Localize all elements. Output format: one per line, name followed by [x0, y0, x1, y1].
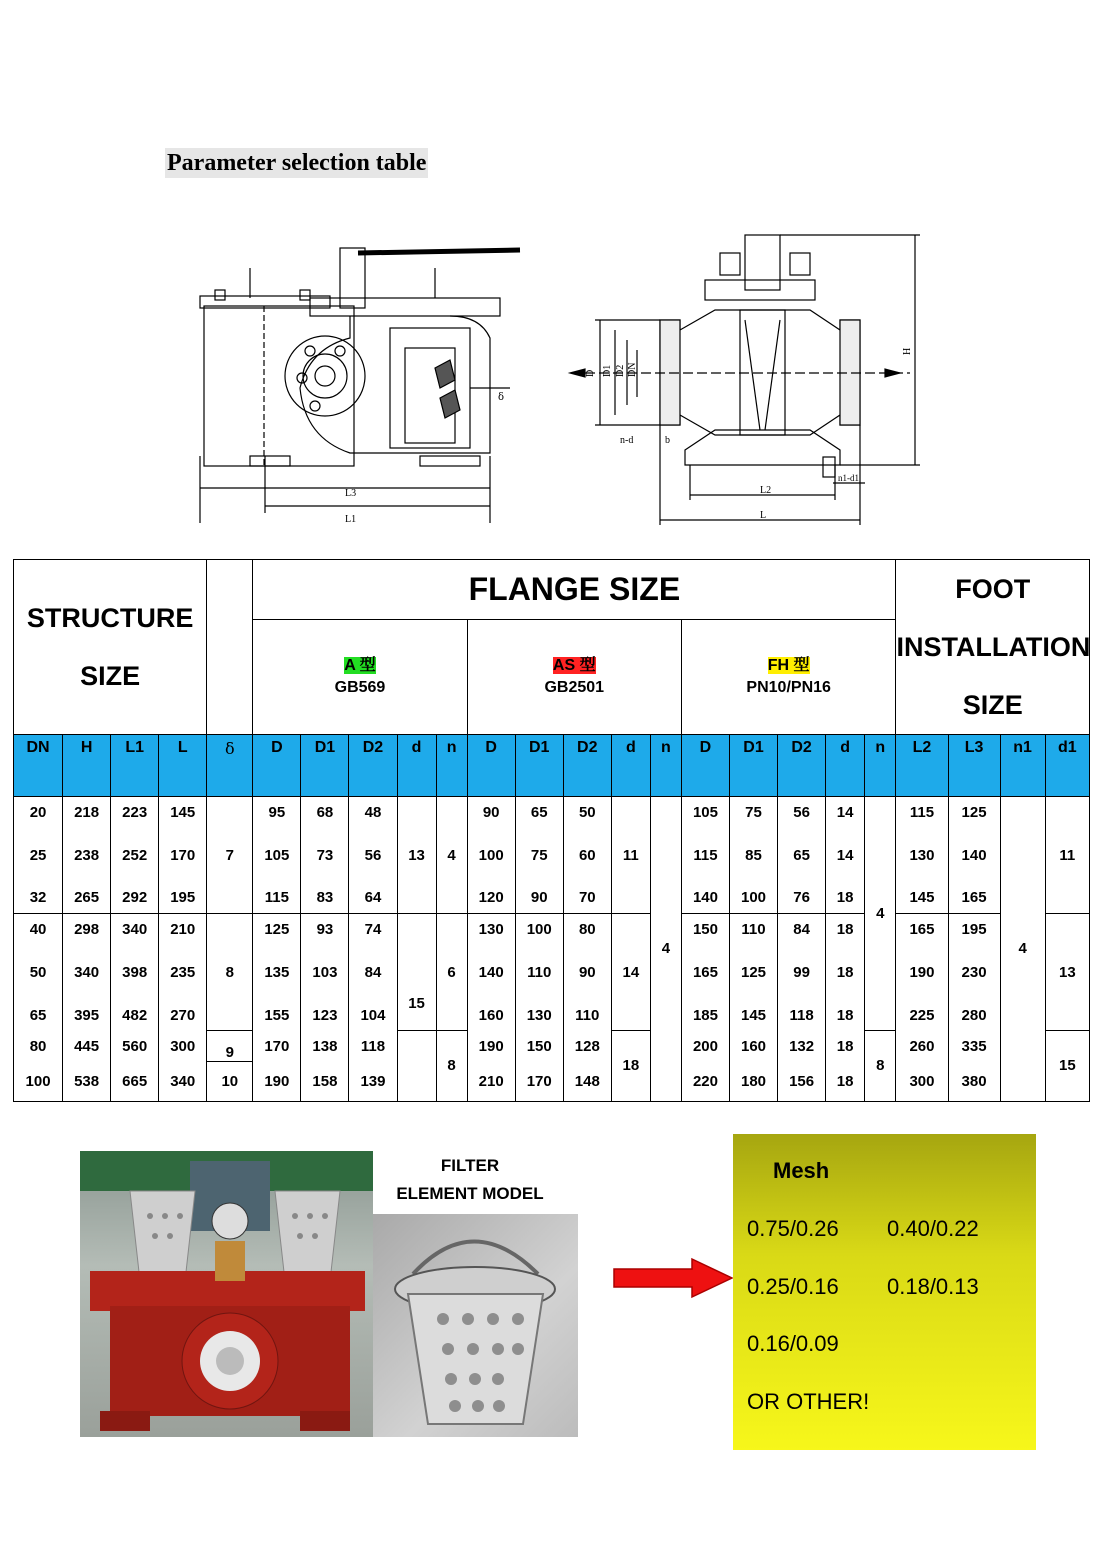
table-row: [14, 1062, 1090, 1102]
table-cell: 18: [826, 1031, 865, 1062]
table-cell: 230: [948, 945, 1000, 1000]
table-cell: 60: [563, 828, 611, 883]
col-header: n: [865, 735, 896, 797]
mesh-value: 0.25/0.16: [747, 1274, 839, 1299]
delta-cell: 9: [207, 1031, 253, 1062]
table-cell: 298: [63, 914, 111, 945]
table-cell: 50: [563, 797, 611, 828]
a-d-cell: 13: [397, 797, 436, 914]
table-row: [14, 1000, 1090, 1031]
table-cell: 75: [515, 828, 563, 883]
col-header: n: [650, 735, 681, 797]
left-section-drawing: [190, 238, 530, 528]
col-header: H: [63, 735, 111, 797]
type-a-header: A 型 GB569: [253, 620, 467, 735]
table-cell: 74: [349, 914, 397, 945]
dn-label: DN: [627, 362, 638, 377]
d1-cell: 11: [1045, 797, 1089, 914]
mesh-value: 0.16/0.09: [747, 1331, 839, 1356]
table-cell: 300: [896, 1062, 948, 1102]
table-cell: 156: [778, 1062, 826, 1102]
b-label: b: [665, 435, 670, 446]
table-cell: 118: [778, 1000, 826, 1031]
table-cell: 90: [515, 883, 563, 914]
table-cell: 160: [467, 1000, 515, 1031]
col-header: D: [467, 735, 515, 797]
table-cell: 70: [563, 883, 611, 914]
table-cell: 18: [826, 914, 865, 945]
as-d-cell: 14: [611, 914, 650, 1031]
table-cell: 115: [896, 797, 948, 828]
col-header: L1: [111, 735, 159, 797]
table-row: [14, 828, 1090, 883]
table-cell: 238: [63, 828, 111, 883]
table-cell: 95: [253, 797, 301, 828]
table-row: [14, 883, 1090, 914]
table-cell: 195: [948, 914, 1000, 945]
table-cell: 75: [729, 797, 777, 828]
table-cell: 139: [349, 1062, 397, 1102]
table-cell: 138: [301, 1031, 349, 1062]
table-cell: 200: [681, 1031, 729, 1062]
table-cell: 340: [63, 945, 111, 1000]
table-cell: 145: [159, 797, 207, 828]
delta-label: δ: [498, 392, 505, 403]
col-header: D2: [778, 735, 826, 797]
table-cell: 170: [159, 828, 207, 883]
table-cell: 56: [349, 828, 397, 883]
table-cell: 68: [301, 797, 349, 828]
table-cell: 105: [253, 828, 301, 883]
table-cell: 118: [349, 1031, 397, 1062]
table-cell: 190: [253, 1062, 301, 1102]
arrow-icon: [612, 1257, 734, 1299]
col-header: n1: [1000, 735, 1045, 797]
table-cell: 90: [467, 797, 515, 828]
table-row: [14, 945, 1090, 1000]
table-cell: 18: [826, 1000, 865, 1031]
table-cell: 99: [778, 945, 826, 1000]
table-cell: 140: [467, 945, 515, 1000]
delta-cell: 10: [207, 1062, 253, 1102]
type-fh-header: FH 型 PN10/PN16: [681, 620, 896, 735]
col-header: δ: [207, 735, 253, 797]
col-header: d: [397, 735, 436, 797]
table-cell: 18: [826, 945, 865, 1000]
table-cell: 100: [467, 828, 515, 883]
table-cell: 190: [896, 945, 948, 1000]
table-cell: 125: [948, 797, 1000, 828]
l3-label: L3: [345, 488, 357, 499]
table-cell: 340: [159, 1062, 207, 1102]
table-cell: 18: [826, 1062, 865, 1102]
table-cell: 165: [681, 945, 729, 1000]
table-cell: 18: [826, 883, 865, 914]
a-n-cell: 4: [436, 797, 467, 914]
table-cell: 100: [729, 883, 777, 914]
d-label: D: [585, 369, 596, 377]
table-cell: 210: [159, 914, 207, 945]
table-cell: 148: [563, 1062, 611, 1102]
col-header: d1: [1045, 735, 1089, 797]
a-d-blank: [397, 1031, 436, 1102]
n1d1-label: n1-d1: [838, 473, 859, 483]
table-cell: 125: [729, 945, 777, 1000]
table-cell: 190: [467, 1031, 515, 1062]
delta-cell: 8: [207, 914, 253, 1031]
table-cell: 83: [301, 883, 349, 914]
table-cell: 20: [14, 797, 63, 828]
parameter-table: [13, 559, 1090, 1102]
table-cell: 223: [111, 797, 159, 828]
filter-element-label: FILTER ELEMENT MODEL: [396, 1156, 544, 1203]
table-row: [14, 914, 1090, 945]
col-header: L3: [948, 735, 1000, 797]
h-label: H: [902, 347, 913, 355]
table-cell: 218: [63, 797, 111, 828]
table-cell: 150: [681, 914, 729, 945]
table-cell: 445: [63, 1031, 111, 1062]
col-header: L2: [896, 735, 948, 797]
delta-blank-header: [207, 560, 253, 735]
table-cell: 128: [563, 1031, 611, 1062]
col-header: d: [611, 735, 650, 797]
as-d-cell: 18: [611, 1031, 650, 1102]
col-header: D2: [563, 735, 611, 797]
table-cell: 64: [349, 883, 397, 914]
table-cell: 252: [111, 828, 159, 883]
fh-n-cell: 8: [865, 1031, 896, 1102]
page-title: Parameter selection table: [167, 150, 427, 176]
table-cell: 130: [467, 914, 515, 945]
flange-size-header: FLANGE SIZE: [253, 560, 896, 620]
table-cell: 65: [14, 1000, 63, 1031]
mesh-options-box: [733, 1134, 1036, 1450]
table-cell: 340: [111, 914, 159, 945]
table-cell: 185: [681, 1000, 729, 1031]
table-cell: 280: [948, 1000, 1000, 1031]
table-cell: 120: [467, 883, 515, 914]
table-cell: 14: [826, 797, 865, 828]
table-cell: 560: [111, 1031, 159, 1062]
table-cell: 140: [948, 828, 1000, 883]
n1-cell: 4: [1000, 797, 1045, 1102]
a-n-cell: 6: [436, 914, 467, 1031]
fh-n-cell: 4: [865, 797, 896, 1031]
table-cell: 103: [301, 945, 349, 1000]
table-cell: 50: [14, 945, 63, 1000]
mesh-value: 0.18/0.13: [887, 1274, 979, 1299]
table-cell: 25: [14, 828, 63, 883]
table-cell: 235: [159, 945, 207, 1000]
mesh-value: 0.40/0.22: [887, 1216, 979, 1241]
l2-label: L2: [760, 485, 772, 496]
table-cell: 115: [681, 828, 729, 883]
table-cell: 210: [467, 1062, 515, 1102]
filter-element-photo: [373, 1214, 578, 1437]
table-cell: 260: [896, 1031, 948, 1062]
as-d-cell: 11: [611, 797, 650, 914]
d1-cell: 15: [1045, 1031, 1089, 1102]
table-cell: 65: [515, 797, 563, 828]
table-cell: 398: [111, 945, 159, 1000]
table-cell: 105: [681, 797, 729, 828]
table-row: [14, 797, 1090, 828]
table-cell: 93: [301, 914, 349, 945]
table-cell: 100: [14, 1062, 63, 1102]
d1-label: D1: [602, 364, 613, 377]
table-cell: 123: [301, 1000, 349, 1031]
as-n-cell: 4: [650, 797, 681, 1102]
table-cell: 170: [253, 1031, 301, 1062]
table-cell: 180: [729, 1062, 777, 1102]
table-cell: 482: [111, 1000, 159, 1031]
table-cell: 100: [515, 914, 563, 945]
table-cell: 150: [515, 1031, 563, 1062]
table-cell: 155: [253, 1000, 301, 1031]
table-cell: 265: [63, 883, 111, 914]
table-cell: 40: [14, 914, 63, 945]
table-cell: 76: [778, 883, 826, 914]
column-header-row: [14, 735, 1090, 797]
l1-label: L1: [345, 514, 357, 525]
table-cell: 270: [159, 1000, 207, 1031]
table-cell: 110: [563, 1000, 611, 1031]
table-row: [14, 1031, 1090, 1062]
col-header: D1: [301, 735, 349, 797]
foot-installation-header: FOOT INSTALLATION SIZE: [896, 560, 1090, 735]
table-cell: 130: [515, 1000, 563, 1031]
duplex-filter-photo: [80, 1151, 373, 1437]
table-cell: 32: [14, 883, 63, 914]
table-cell: 665: [111, 1062, 159, 1102]
mesh-value: 0.75/0.26: [747, 1216, 839, 1241]
col-header: D2: [349, 735, 397, 797]
table-cell: 104: [349, 1000, 397, 1031]
table-cell: 130: [896, 828, 948, 883]
table-cell: 395: [63, 1000, 111, 1031]
table-cell: 220: [681, 1062, 729, 1102]
right-section-drawing: [565, 225, 925, 530]
a-n-cell: 8: [436, 1031, 467, 1102]
table-cell: 84: [778, 914, 826, 945]
table-cell: 158: [301, 1062, 349, 1102]
table-cell: 380: [948, 1062, 1000, 1102]
table-cell: 538: [63, 1062, 111, 1102]
table-cell: 165: [896, 914, 948, 945]
table-cell: 140: [681, 883, 729, 914]
table-cell: 292: [111, 883, 159, 914]
table-cell: 56: [778, 797, 826, 828]
structure-size-header: STRUCTURE SIZE: [14, 560, 207, 735]
table-cell: 85: [729, 828, 777, 883]
col-header: D: [681, 735, 729, 797]
table-cell: 65: [778, 828, 826, 883]
table-cell: 225: [896, 1000, 948, 1031]
table-cell: 115: [253, 883, 301, 914]
l-label: L: [760, 510, 767, 521]
d2-label: D2: [615, 364, 626, 377]
table-cell: 110: [515, 945, 563, 1000]
col-header: D1: [515, 735, 563, 797]
table-cell: 145: [729, 1000, 777, 1031]
a-d-cell: 15: [397, 914, 436, 1031]
table-cell: 135: [253, 945, 301, 1000]
table-cell: 84: [349, 945, 397, 1000]
col-header: d: [826, 735, 865, 797]
nd-label: n-d: [620, 435, 634, 446]
table-cell: 165: [948, 883, 1000, 914]
col-header: L: [159, 735, 207, 797]
table-cell: 160: [729, 1031, 777, 1062]
table-cell: 335: [948, 1031, 1000, 1062]
table-cell: 80: [14, 1031, 63, 1062]
table-cell: 14: [826, 828, 865, 883]
table-cell: 48: [349, 797, 397, 828]
table-cell: 125: [253, 914, 301, 945]
col-header: D1: [729, 735, 777, 797]
table-cell: 300: [159, 1031, 207, 1062]
mesh-other: OR OTHER!: [747, 1389, 870, 1414]
col-header: D: [253, 735, 301, 797]
table-cell: 195: [159, 883, 207, 914]
mesh-title: Mesh: [773, 1158, 830, 1183]
table-cell: 132: [778, 1031, 826, 1062]
table-cell: 90: [563, 945, 611, 1000]
table-cell: 145: [896, 883, 948, 914]
col-header: n: [436, 735, 467, 797]
table-cell: 170: [515, 1062, 563, 1102]
table-cell: 80: [563, 914, 611, 945]
col-header: DN: [14, 735, 63, 797]
type-as-header: AS 型 GB2501: [467, 620, 681, 735]
delta-cell: 7: [207, 797, 253, 914]
d1-cell: 13: [1045, 914, 1089, 1031]
table-cell: 73: [301, 828, 349, 883]
table-cell: 110: [729, 914, 777, 945]
